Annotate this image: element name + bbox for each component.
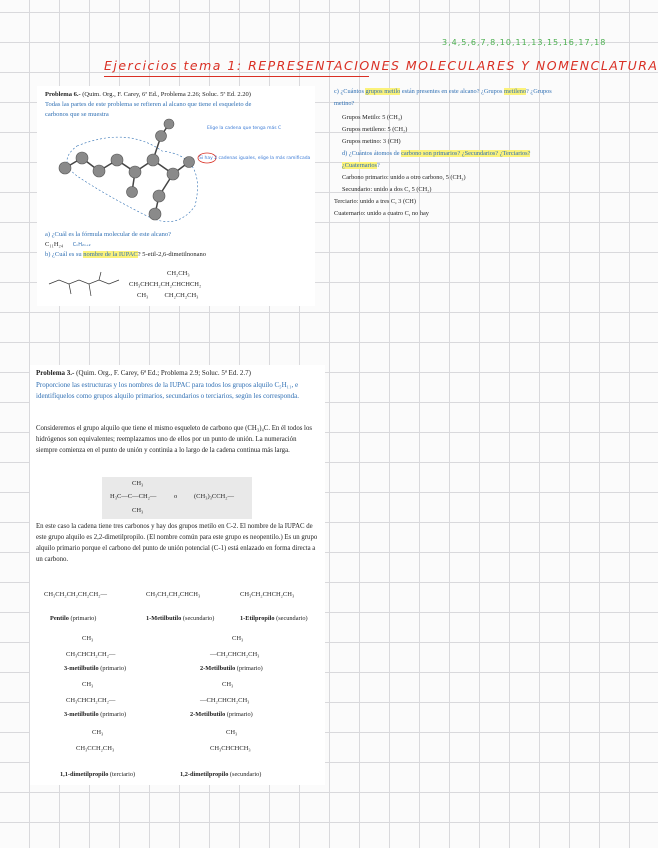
question-c-prefix: c) ¿Cuántos <box>334 88 364 95</box>
question-b-answer: ? 5-etil-2,6-dimetilnonano <box>137 251 206 258</box>
question-d-primary: carbono son primarios <box>401 150 458 157</box>
title-underline <box>104 76 369 77</box>
problem3-card <box>30 365 325 785</box>
group-type: (secundario) <box>276 615 308 622</box>
group-type: (primario) <box>236 665 263 672</box>
question-a: a) ¿Cuál es la fórmula molecular de este alcano? <box>45 231 171 238</box>
problem6-answers <box>334 86 562 221</box>
group-label-1-ethylpropyl <box>240 615 308 622</box>
question-b-highlight: nombre de la IUPAC <box>83 251 138 258</box>
question-b <box>45 250 206 260</box>
group-type: (primario) <box>70 615 97 622</box>
carbon-atom <box>129 166 141 178</box>
question-d-prefix: d) ¿Cuántos átomos de <box>342 150 400 157</box>
group-type: (secundario) <box>182 615 215 622</box>
carbon-atom <box>76 152 88 164</box>
question-c-highlight-methylene: metileno <box>504 88 527 95</box>
branch-methyl: CH₃ <box>92 729 104 736</box>
question-c-end: ? <box>351 100 355 107</box>
group-label-1-2-dimethylpropyl <box>180 771 261 778</box>
carbon-atom <box>111 154 123 166</box>
neo-formula-left: H₃C—C—CH₂— <box>110 493 157 500</box>
group-label-2-methylbutyl-2 <box>190 711 253 718</box>
problem3-intro: Proporcione las estructuras y los nombres de la IUPAC para todos los grupos alquilo C₅H₁₁, e identifíquelos como grupos alquilo primarios, secundarios o terciarios, según les corresponda. <box>36 381 300 400</box>
carbon-atom <box>164 119 174 129</box>
group-name: 1,1-dimetilpropilo <box>60 771 109 778</box>
group-formula-1-methylbutyl: CH₃CH₂CH₂CHCH₃ <box>146 591 201 598</box>
group-label-3-methylbutyl <box>64 665 126 672</box>
carbon-atom <box>153 190 165 202</box>
question-d-end: ? <box>376 162 380 169</box>
neopentyl-formula-box <box>102 477 252 519</box>
answer-c-methylene: Grupos metileno: 5 (CH₂) <box>342 126 408 133</box>
branch-methyl: CH₃ <box>82 635 94 642</box>
group-formula-2-methylbutyl-2: —CH₂CHCH₂CH₃ <box>200 697 250 704</box>
group-formula-3-methylbutyl: CH₃CHCH₂CH₂— <box>66 651 116 658</box>
question-d-quaternary: ? ¿Cuaternarios <box>342 150 531 169</box>
group-label-1-methylbutyl <box>146 615 214 622</box>
problem6-title: Problema 6.- <box>45 91 81 98</box>
condensed-structure-line1: CH₂CH₃ <box>167 270 190 277</box>
question-d-tertiary: ? ¿Terciarios <box>495 150 528 157</box>
carbon-atom <box>147 154 159 166</box>
answer-d-quaternary: Cuaternario: unido a cuatro C, no hay <box>334 210 429 217</box>
neo-bottom-methyl: CH₃ <box>132 507 144 514</box>
carbon-atom <box>167 168 179 180</box>
branch-methyl: CH₃ <box>222 681 234 688</box>
annotation-most-branched: Si hay 2 cadenas iguales, elige la más ramificada <box>199 156 311 161</box>
neo-top-methyl: CH₃ <box>132 480 144 487</box>
group-type: (primario) <box>226 711 253 718</box>
group-label-2-methylbutyl <box>200 665 263 672</box>
question-c-highlight-methyl: grupos metilo <box>365 88 401 95</box>
group-formula-pentyl: CH₃CH₂CH₂CH₂CH₂— <box>44 591 107 598</box>
group-type: (primario) <box>100 711 127 718</box>
group-type: (terciario) <box>109 771 136 778</box>
problem3-explanation: Consideremos el grupo alquilo que tiene el mismo esqueleto de carbono que (CH₃)₄C. En él todos los hidrógenos son equivalentes; reemplazamos uno de ellos por un punto de unión. La numeración siempre comienza en el punto de unión y continúa a lo largo de la cadena continua más larga. <box>36 425 312 454</box>
carbon-atom <box>93 165 105 177</box>
group-formula-2-methylbutyl: —CH₂CHCH₂CH₃ <box>210 651 260 658</box>
carbon-atom <box>59 162 71 174</box>
carbon-atom <box>149 208 161 220</box>
condensed-structure-line3: CH₃ CH₂CH₂CH₃ <box>137 292 199 299</box>
problem6-intro: Todas las partes de este problema se refieren al alcano que tiene el esqueleto de carbonos que se muestra <box>45 101 252 118</box>
question-c-methine: ? ¿Grupos metino <box>334 88 552 107</box>
group-name: 3-metilbutilo <box>64 711 99 718</box>
group-formula-1-1-dimethylpropyl: CH₃CCH₂CH₃ <box>76 745 115 752</box>
group-type: (primario) <box>100 665 127 672</box>
carbon-atom <box>156 131 167 142</box>
group-name: 1,2-dimetilpropilo <box>180 771 229 778</box>
answer-a <box>45 240 91 251</box>
annotation-longest-chain: Elige la cadena que tenga más C <box>207 126 282 131</box>
exercise-numbers: 3,4,5,6,7,8,10,11,13,15,16,17,18 <box>442 38 607 47</box>
group-type: (secundario) <box>229 771 262 778</box>
answer-c-methyl: Grupos Metilo: 5 (CH₃) <box>342 114 403 121</box>
group-formula-1-2-dimethylpropyl: CH₃CHCHCH₃ <box>210 745 251 752</box>
group-formula-3-methylbutyl-2: CH₃CHCH₂CH₂— <box>66 697 116 704</box>
question-c <box>334 86 562 110</box>
answer-a-formula: C₁₁H₂₄ <box>45 241 64 248</box>
carbon-atom <box>127 187 138 198</box>
carbon-atom <box>184 157 195 168</box>
group-name: 2-Metilbutilo <box>190 711 226 718</box>
group-name: 1-Metilbutilo <box>146 615 182 622</box>
answer-a-note: CₙH₂ₙ₊₂ <box>72 242 91 248</box>
problem6-card <box>37 86 315 306</box>
neo-formula-right: (CH₃)₃CCH₂— <box>194 493 235 500</box>
problem6-source: (Quim. Org., F. Carey, 6ª Ed., Problema 2.26; Soluc. 5ª Ed. 2.20) <box>82 91 251 98</box>
skeletal-structure <box>47 270 127 300</box>
answer-d-tertiary: Terciario: unido a tres C, 3 (CH) <box>334 198 416 205</box>
answer-d-primary: Carbono primario: unido a otro carbono, 5 (CH₃) <box>342 174 466 181</box>
group-label-3-methylbutyl-2 <box>64 711 126 718</box>
problem3-title: Problema 3.- <box>36 369 75 377</box>
problem6-heading <box>45 90 251 100</box>
problem3-neopentyl-text: En este caso la cadena tiene tres carbonos y hay dos grupos metilo en C-2. El nombre de la IUPAC de este grupo alquilo es 2,2-dimetilpropilo. (El nombre común para este grupo es neopentilo.) Es un grupo alquilo primario porque el carbono del punto de unión potencial (C-1) está enlazado en forma directa a un carbono. <box>36 523 318 563</box>
question-b-prefix: b) ¿Cuál es su <box>45 251 82 258</box>
neo-formula-or: o <box>174 493 178 500</box>
group-formula-1-ethylpropyl: CH₃CH₂CHCH₂CH₃ <box>240 591 295 598</box>
problem3-heading <box>36 369 251 377</box>
group-name: Pentilo <box>50 615 69 622</box>
answer-d-secondary: Secundario: unido a dos C, 5 (CH₂) <box>342 186 432 193</box>
branch-methyl: CH₃ <box>226 729 238 736</box>
group-name: 3-metilbutilo <box>64 665 99 672</box>
answer-c-methine: Grupos metino: 3 (CH) <box>342 138 401 145</box>
question-d <box>342 148 562 172</box>
question-c-mid: están presentes en este alcano? ¿Grupos <box>401 88 503 95</box>
branch-methyl: CH₃ <box>82 681 94 688</box>
question-d-secondary: ? ¿Secundarios <box>457 150 496 157</box>
group-name: 2-Metilbutilo <box>200 665 236 672</box>
page-title: Ejercicios tema 1: REPRESENTACIONES MOLECULARES Y NOMENCLATURA <box>104 58 658 73</box>
group-label-pentyl <box>50 615 96 622</box>
condensed-structure-line2: CH₃CHCH₂CH₂CHCHCH₂ <box>129 281 202 288</box>
group-name: 1-Etilpropilo <box>240 615 275 622</box>
problem3-source: (Quim. Org., F. Carey, 6ª Ed.; Problema 2.9; Soluc. 5ª Ed. 2.7) <box>76 369 251 377</box>
molecule-ball-model <box>37 116 315 231</box>
group-label-1-1-dimethylpropyl <box>60 771 135 778</box>
branch-methyl: CH₃ <box>232 635 244 642</box>
